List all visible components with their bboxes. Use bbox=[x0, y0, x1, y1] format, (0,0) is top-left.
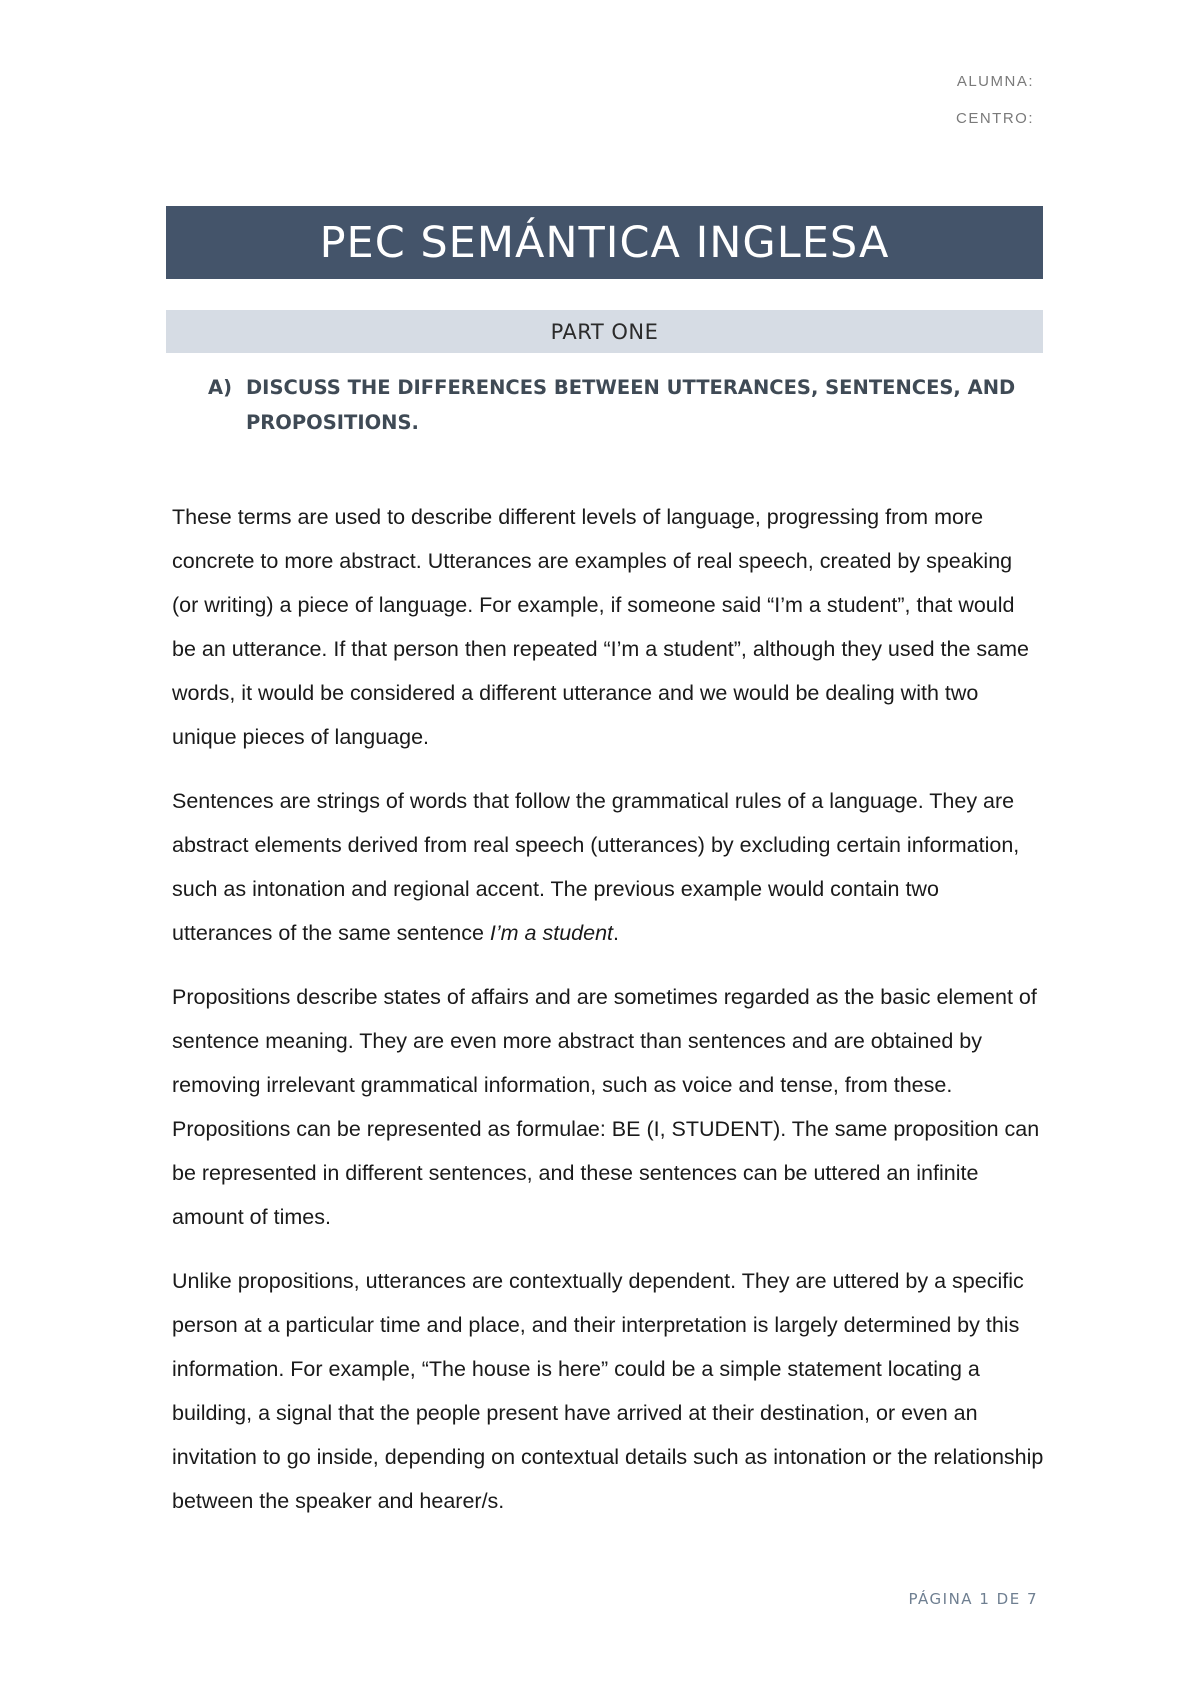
paragraph-3: Propositions describe states of affairs and are sometimes regarded as the basic element of sentence meaning. They are even more abstract than sentences and are obtained by removing irrelevant grammatical information, such as voice and tense, from these. Propositions can be represented as formulae: BE (I, STUDENT). The same proposition can be represented in different sentences, and these sentences can be uttered an infinite amount of times. bbox=[172, 985, 1040, 1229]
student-label: ALUMNA: bbox=[956, 73, 1034, 90]
page-number: PÁGINA 1 DE 7 bbox=[908, 1590, 1038, 1608]
paragraph-2-italic: I’m a student bbox=[489, 921, 614, 945]
question-label: A) bbox=[208, 376, 233, 399]
paragraph-4: Unlike propositions, utterances are contextually dependent. They are uttered by a specific person at a particular time and place, and their interpretation is largely determined by this information. For example, “The house is here” could be a simple statement locating a building, a signal that the people present have arrived at their destination, or even an invitation to go inside, depending on contextual details such as intonation or the relationship between the speaker and hearer/s. bbox=[172, 1269, 1044, 1513]
header-fields bbox=[956, 72, 1034, 146]
question-heading bbox=[208, 370, 1048, 440]
paragraph-2-end: . bbox=[613, 921, 619, 945]
body-text bbox=[172, 495, 1044, 1543]
center-label: CENTRO: bbox=[956, 110, 1034, 127]
part-heading: PART ONE bbox=[166, 310, 1043, 353]
document-title: PEC SEMÁNTICA INGLESA bbox=[166, 206, 1043, 279]
paragraph-2 bbox=[172, 779, 1044, 955]
paragraph-1: These terms are used to describe different levels of language, progressing from more concrete to more abstract. Utterances are examples of real speech, created by speaking (or writing) a piece of language. For example, if someone said “I’m a student”, that would be an utterance. If that person then repeated “I’m a student”, although they used the same words, it would be considered a different utterance and we would be dealing with two unique pieces of language. bbox=[172, 505, 1029, 749]
paragraph-2-start: Sentences are strings of words that follow the grammatical rules of a language. They are abstract elements derived from real speech (utterances) by excluding certain information, such as intonation and regional accent. The previous example would contain two utterances of the same sentence bbox=[172, 789, 1020, 945]
question-text: DISCUSS THE DIFFERENCES BETWEEN UTTERANCES, SENTENCES, AND PROPOSITIONS. bbox=[246, 376, 1016, 434]
